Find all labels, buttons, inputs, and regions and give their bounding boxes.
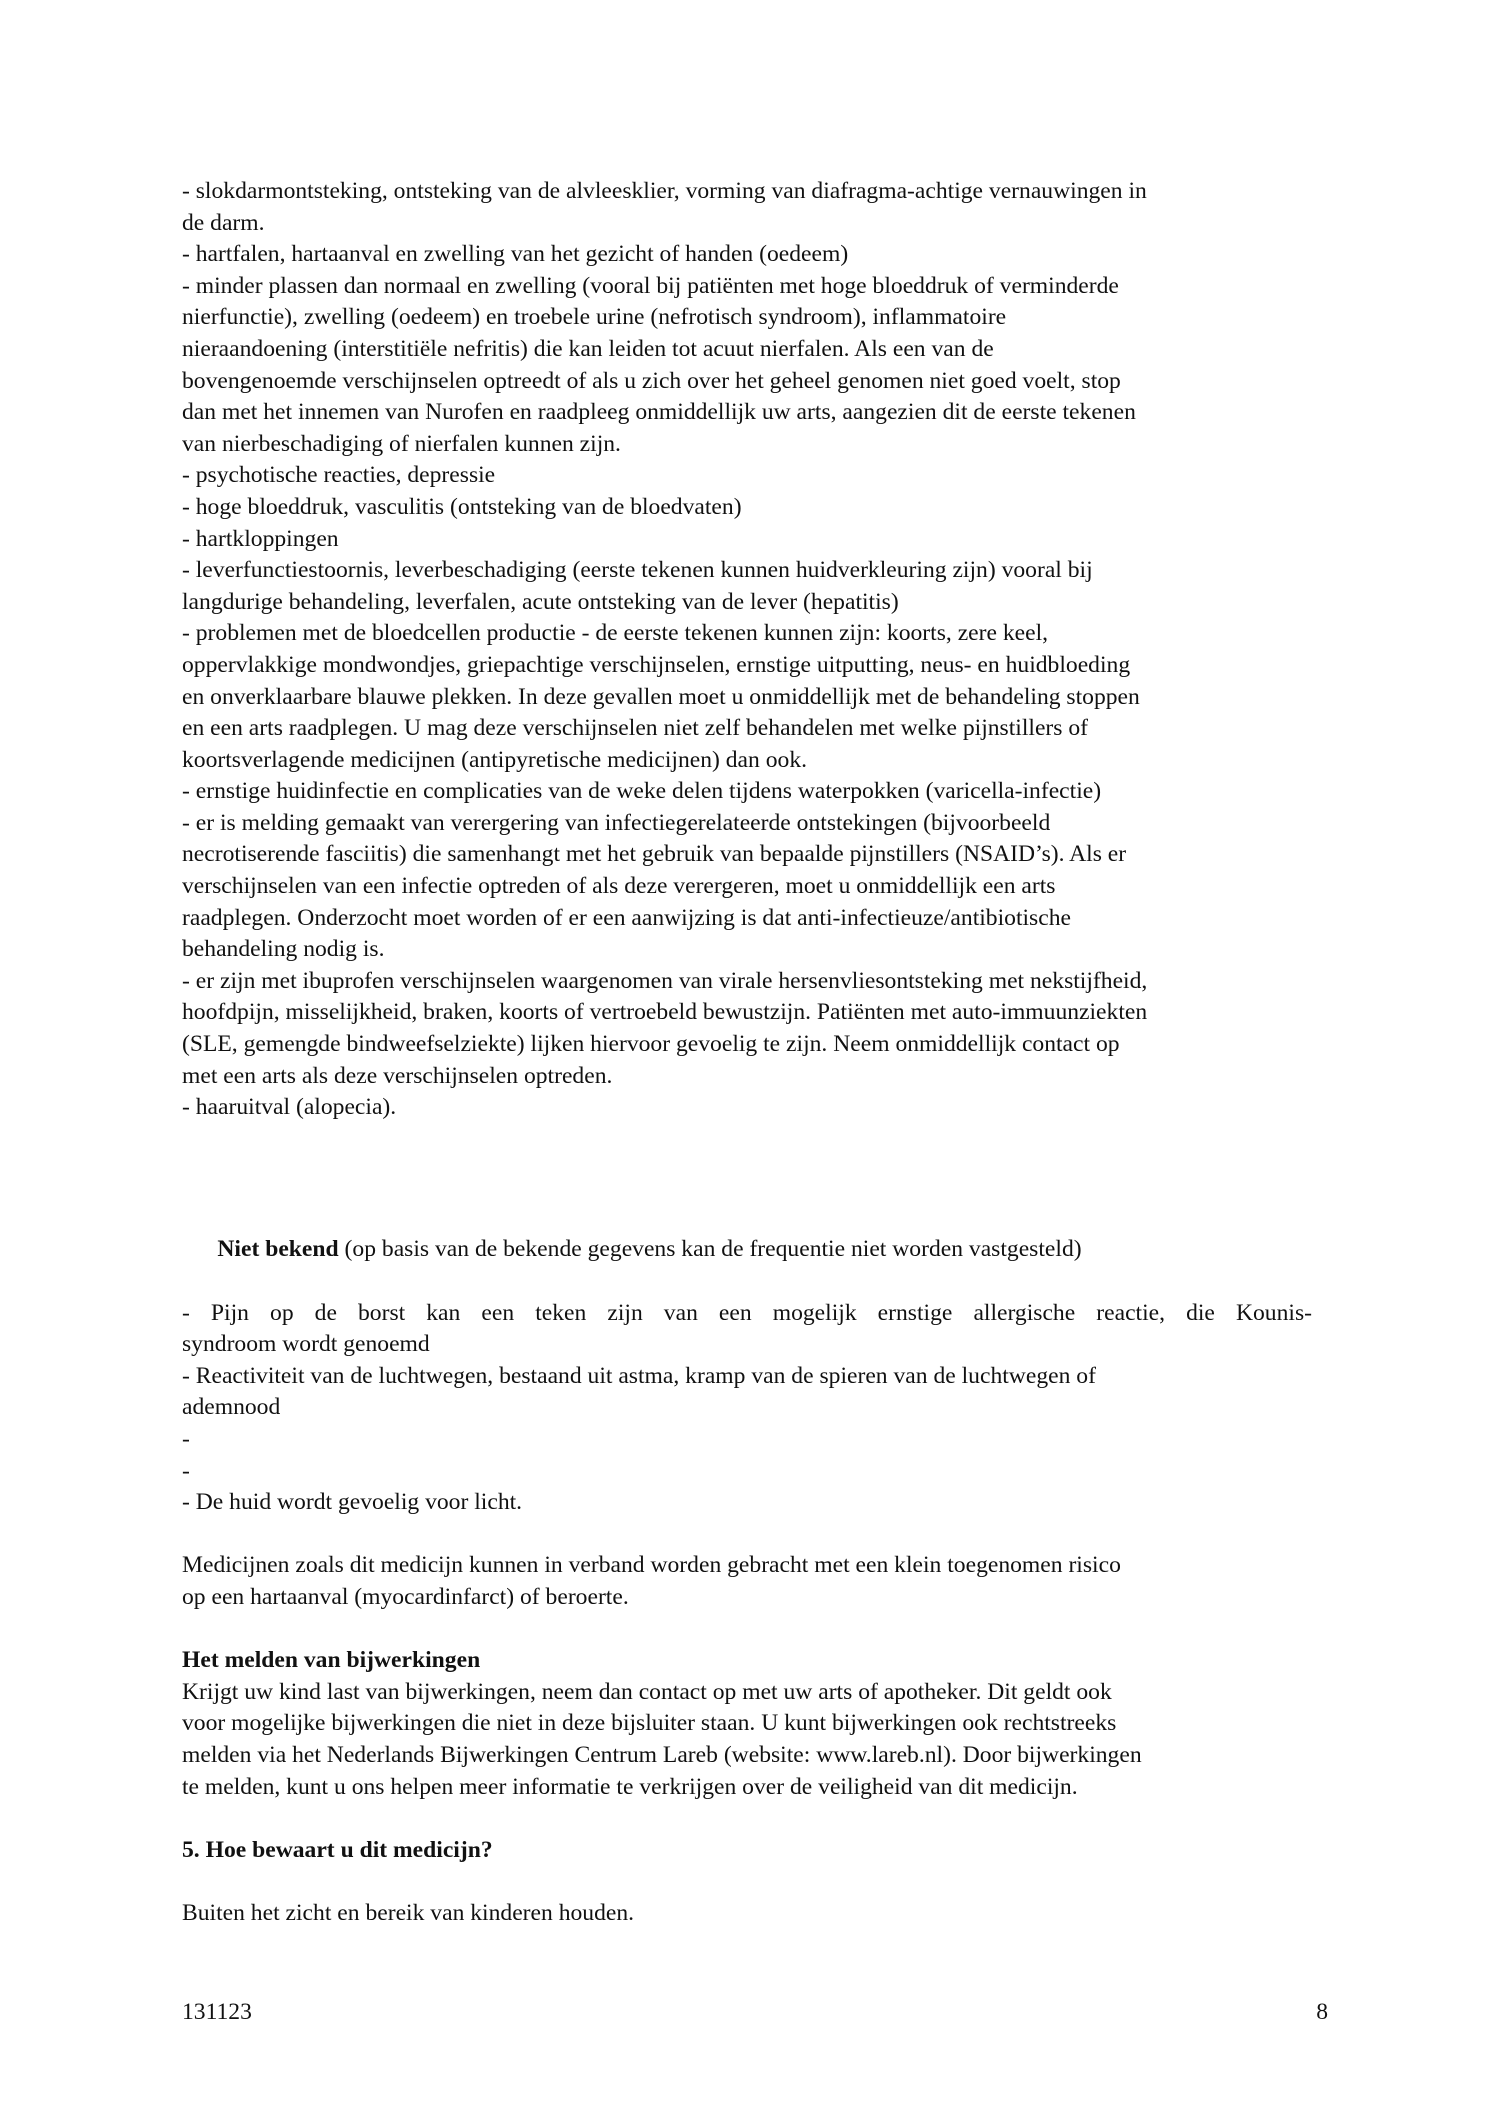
text-line: en een arts raadplegen. U mag deze verschijnselen niet zelf behandelen met welke pijnstillers of bbox=[182, 715, 1089, 742]
niet-bekend-heading: Niet bekend bbox=[217, 1236, 339, 1263]
text-line: langdurige behandeling, leverfalen, acute ontsteking van de lever (hepatitis) bbox=[182, 588, 899, 615]
melden-heading: Het melden van bijwerkingen bbox=[182, 1647, 481, 1674]
risk-paragraph bbox=[182, 1550, 1312, 1613]
section-5-text: Buiten het zicht en bereik van kinderen houden. bbox=[182, 1899, 635, 1926]
footer-code: 131123 bbox=[182, 1999, 252, 2025]
text-line: bovengenoemde verschijnselen optreedt of als u zich over het geheel genomen niet goed voelt, stop bbox=[182, 367, 1121, 394]
text-line: voor mogelijke bijwerkingen die niet in deze bijsluiter staan. U kunt bijwerkingen ook rechtstreeks bbox=[182, 1710, 1117, 1737]
text-line: - leverfunctiestoornis, leverbeschadiging (eerste tekenen kunnen huidverkleuring zijn) vooral bij bbox=[182, 557, 1093, 584]
text-line: hoofdpijn, misselijkheid, braken, koorts of vertroebeld bewustzijn. Patiënten met auto-immuunziekten bbox=[182, 999, 1148, 1026]
text-line: nieraandoening (interstitiële nefritis) die kan leiden tot acuut nierfalen. Als een van de bbox=[182, 335, 994, 362]
text-line: - problemen met de bloedcellen productie - de eerste tekenen kunnen zijn: koorts, zere keel, bbox=[182, 620, 1049, 647]
text-line: Krijgt uw kind last van bijwerkingen, neem dan contact op met uw arts of apotheker. Dit geldt ook bbox=[182, 1678, 1112, 1705]
text-line: - bbox=[182, 1425, 190, 1452]
text-line: melden via het Nederlands Bijwerkingen Centrum Lareb (website: www.lareb.nl). Door bijwerkingen bbox=[182, 1741, 1142, 1768]
text-line: te melden, kunt u ons helpen meer informatie te verkrijgen over de veiligheid van dit medicijn. bbox=[182, 1773, 1078, 1800]
text-line: koortsverlagende medicijnen (antipyretische medicijnen) dan ook. bbox=[182, 746, 808, 773]
niet-bekend-heading-rest: (op basis van de bekende gegevens kan de frequentie niet worden vastgesteld) bbox=[338, 1236, 1082, 1263]
text-line: op een hartaanval (myocardinfarct) of beroerte. bbox=[182, 1583, 629, 1610]
section-5 bbox=[182, 1835, 1312, 1930]
text-line: - er is melding gemaakt van verergering van infectiegerelateerde ontstekingen (bijvoorbeeld bbox=[182, 809, 1051, 836]
text-line: ademnood bbox=[182, 1394, 281, 1421]
text-line: met een arts als deze verschijnselen optreden. bbox=[182, 1062, 613, 1089]
text-line: necrotiserende fasciitis) die samenhangt met het gebruik van bepaalde pijnstillers (NSAID’s). Als er bbox=[182, 841, 1127, 868]
text-line: - hoge bloeddruk, vasculitis (ontsteking van de bloedvaten) bbox=[182, 493, 742, 520]
page-number: 8 bbox=[1316, 1999, 1328, 2025]
text-line: - slokdarmontsteking, ontsteking van de alvleesklier, vorming van diafragma-achtige vernauwingen in bbox=[182, 178, 1147, 204]
text-line: behandeling nodig is. bbox=[182, 936, 385, 963]
text-line: - De huid wordt gevoelig voor licht. bbox=[182, 1489, 523, 1516]
document-body bbox=[182, 176, 1312, 1929]
niet-bekend-section bbox=[182, 1203, 1312, 1519]
text-line: - psychotische reacties, depressie bbox=[182, 462, 496, 489]
text-line: - hartfalen, hartaanval en zwelling van het gezicht of handen (oedeem) bbox=[182, 241, 849, 268]
text-line: - bbox=[182, 1457, 190, 1484]
text-line: - er zijn met ibuprofen verschijnselen waargenomen van virale hersenvliesontsteking met nekstijfheid, bbox=[182, 967, 1148, 994]
text-line: raadplegen. Onderzocht moet worden of er een aanwijzing is dat anti-infectieuze/antibiotische bbox=[182, 904, 1071, 931]
melden-section bbox=[182, 1645, 1312, 1803]
text-line: nierfunctie), zwelling (oedeem) en troebele urine (nefrotisch syndroom), inflammatoire bbox=[182, 304, 1007, 331]
text-line: - minder plassen dan normaal en zwelling (vooral bij patiënten met hoge bloeddruk of verminderde bbox=[182, 272, 1119, 299]
text-line: - haaruitval (alopecia). bbox=[182, 1094, 397, 1121]
text-line: verschijnselen van een infectie optreden of als deze verergeren, moet u onmiddellijk een arts bbox=[182, 873, 1056, 900]
text-line: van nierbeschadiging of nierfalen kunnen zijn. bbox=[182, 430, 621, 457]
text-line: - Pijn op de borst kan een teken zijn van een mogelijk ernstige allergische reactie, die Kounis- bbox=[182, 1299, 1312, 1326]
text-line: syndroom wordt genoemd bbox=[182, 1331, 430, 1358]
text-line: en onverklaarbare blauwe plekken. In deze gevallen moet u onmiddellijk met de behandeling stoppen bbox=[182, 683, 1140, 710]
section-5-heading: 5. Hoe bewaart u dit medicijn? bbox=[182, 1836, 493, 1863]
text-line: - hartkloppingen bbox=[182, 525, 339, 552]
text-line: de darm. bbox=[182, 209, 265, 236]
side-effects-list bbox=[182, 176, 1312, 1124]
text-line: dan met het innemen van Nurofen en raadpleeg onmiddellijk uw arts, aangezien dit de eerste tekenen bbox=[182, 399, 1136, 426]
text-line: Medicijnen zoals dit medicijn kunnen in verband worden gebracht met een klein toegenomen risico bbox=[182, 1552, 1121, 1579]
text-line: - ernstige huidinfectie en complicaties van de weke delen tijdens waterpokken (varicella-infectie) bbox=[182, 778, 1102, 805]
text-line: oppervlakkige mondwondjes, griepachtige verschijnselen, ernstige uitputting, neus- en huidbloeding bbox=[182, 651, 1131, 678]
text-line: (SLE, gemengde bindweefselziekte) lijken hiervoor gevoelig te zijn. Neem onmiddellijk contact op bbox=[182, 1031, 1120, 1058]
text-line: - Reactiviteit van de luchtwegen, bestaand uit astma, kramp van de spieren van de luchtwegen of bbox=[182, 1362, 1096, 1389]
